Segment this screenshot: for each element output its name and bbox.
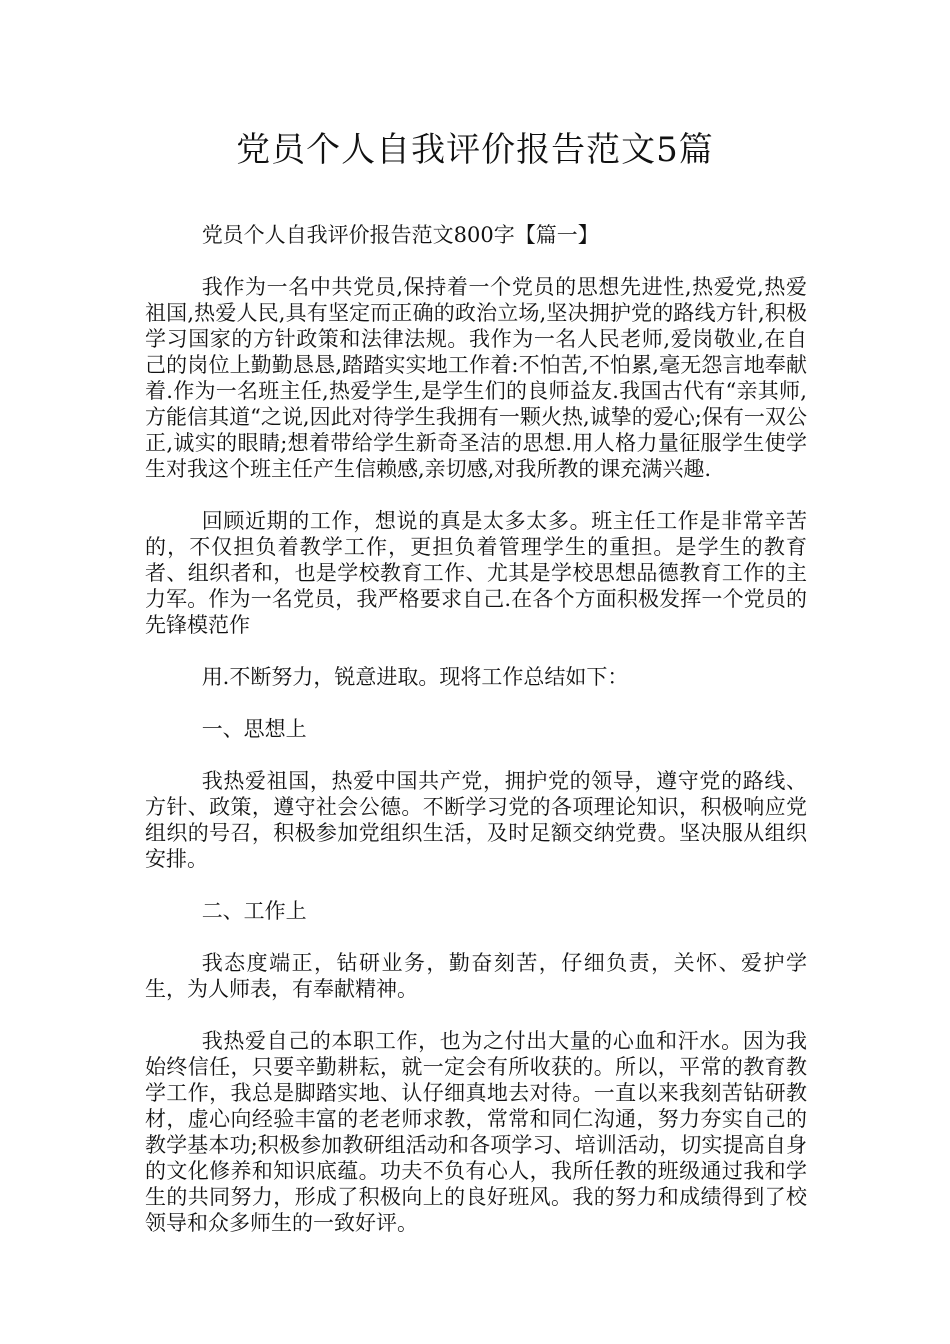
body-paragraph: 我热爱祖国，热爱中国共产党，拥护党的领导，遵守党的路线、方针、政策，遵守社会公德。不断学习党的各项理论知识，积极响应党组织的号召，积极参加党组织生活，及时足额交纳党费。坚决服从组织安排。: [145, 769, 807, 871]
section-heading-ideology: 一、思想上: [201, 717, 307, 741]
section-heading-part-one: 党员个人自我评价报告范文800字【篇一】: [201, 223, 599, 247]
body-paragraph: 我态度端正，钻研业务，勤奋刻苦，仔细负责，关怀、爱护学生，为人师表，有奉献精神。: [145, 951, 807, 1001]
body-paragraph: 用.不断努力，锐意进取。现将工作总结如下：: [201, 665, 629, 689]
document-body: [145, 222, 807, 1262]
body-paragraph: 回顾近期的工作，想说的真是太多太多。班主任工作是非常辛苦的，不仅担负着教学工作，更担负着管理学生的重担。是学生的教育者、组织者和，也是学校教育工作、尤其是学校思想品德教育工作的主力军。作为一名党员，我严格要求自己.在各个方面积极发挥一个党员的先锋模范作: [145, 509, 807, 637]
document-title: 党员个人自我评价报告范文5篇: [236, 130, 714, 170]
body-paragraph: 我热爱自己的本职工作，也为之付出大量的心血和汗水。因为我始终信任，只要辛勤耕耘，就一定会有所收获的。所以，平常的教育教学工作，我总是脚踏实地、认仔细真地去对待。一直以来我刻苦钻研教材，虚心向经验丰富的老老师求教，常常和同仁沟通，努力夯实自己的教学基本功;积极参加教研组活动和各项学习、培训活动，切实提高自身的文化修养和知识底蕴。功夫不负有心人，我所任教的班级通过我和学生的共同努力，形成了积极向上的良好班风。我的努力和成绩得到了校领导和众多师生的一致好评。: [145, 1029, 807, 1235]
section-heading-work: 二、工作上: [201, 899, 307, 923]
body-paragraph: 我作为一名中共党员,保持着一个党员的思想先进性,热爱党,热爱祖国,热爱人民,具有坚定而正确的政治立场,坚决拥护党的路线方针,积极学习国家的方针政策和法律法规。我作为一名人民老师,爱岗敬业,在自己的岗位上勤勤恳恳,踏踏实实地工作着:不怕苦,不怕累,毫无怨言地奉献着.作为一名班主任,热爱学生,是学生们的良师益友.我国古代有“亲其师,方能信其道“之说,因此对待学生我拥有一颗火热,诚挚的爱心;保有一双公正,诚实的眼睛;想着带给学生新奇圣洁的思想.用人格力量征服学生使学生对我这个班主任产生信赖感,亲切感,对我所教的课充满兴趣.: [145, 275, 807, 481]
